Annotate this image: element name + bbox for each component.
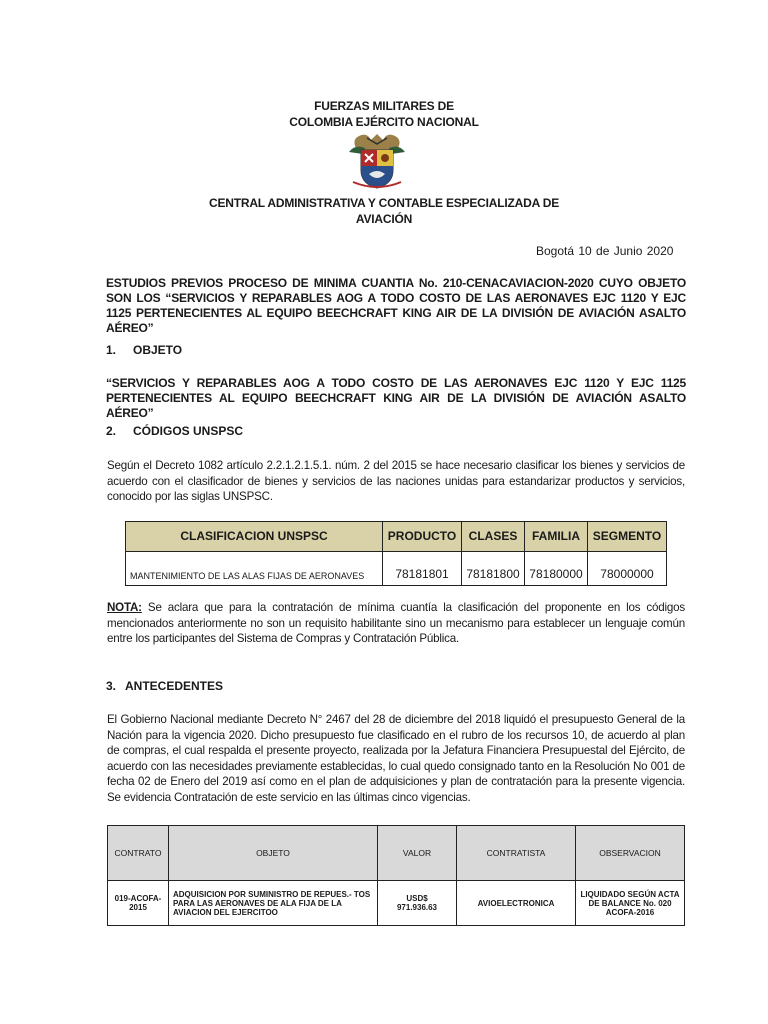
section2-number: 2. [106, 424, 117, 438]
valor-amount: 971.936.63 [396, 903, 438, 912]
unit-name-line1: CENTRAL ADMINISTRATIVA Y CONTABLE ESPECIALIZADA DE [208, 196, 559, 210]
table-row [126, 552, 667, 586]
section3-number: 3. [106, 679, 117, 693]
table-cell: 019-ACOFA-2015 [108, 881, 169, 926]
section2-text: Según el Decreto 1082 artículo 2.2.1.2.1.5.1. núm. 2 del 2015 se hace necesario clasificar los bienes y servicios de acuerdo con el clasificador de bienes y servicios de las naciones unidas para estandarizar productos y servicios, conocido por las siglas UNSPSC. [107, 459, 685, 503]
table-header-cell: OBJETO [169, 826, 378, 881]
org-name-line1: FUERZAS MILITARES DE [314, 99, 454, 113]
table-cell: AVIOELECTRONICA [457, 881, 576, 926]
table-header-cell: VALOR [378, 826, 457, 881]
army-crest-icon [347, 130, 407, 192]
table-header-cell: SEGMENTO [587, 522, 666, 552]
nota-label: NOTA: [107, 601, 142, 614]
unit-name-line2: AVIACIÓN [355, 212, 413, 226]
section3-title: ANTECEDENTES [125, 679, 224, 693]
table-header-cell: CONTRATISTA [457, 826, 576, 881]
table-header-row [108, 826, 685, 881]
table-cell [378, 881, 457, 926]
section1-text: “SERVICIOS Y REPARABLES AOG A TODO COSTO DE LAS AERONAVES EJC 1120 Y EJC 1125 PERTENECIENTES AL EQUIPO BEECHCRAFT KING AIR DE LA DIVISIÓN DE AVIACIÓN ASALTO AÉREO” [106, 376, 686, 420]
table-cell: LIQUIDADO SEGÚN ACTA DE BALANCE No. 020 ACOFA-2016 [576, 881, 685, 926]
table-cell: MANTENIMIENTO DE LAS ALAS FIJAS DE AERONAVES [126, 552, 383, 586]
unspsc-table [125, 521, 667, 586]
section2-title: CÓDIGOS UNSPSC [133, 424, 244, 438]
antecedentes-table [107, 825, 685, 926]
table-header-cell: PRODUCTO [383, 522, 462, 552]
valor-currency: USD$ [406, 894, 428, 903]
table-cell: ADQUISICION POR SUMINISTRO DE REPUES.- TOS PARA LAS AERONAVES DE ALA FIJA DE LA AVIACION DEL EJERCITOO [169, 881, 378, 926]
nota-paragraph [107, 600, 685, 647]
section1-number: 1. [106, 343, 117, 357]
table-header-cell: FAMILIA [525, 522, 588, 552]
table-header-cell: CONTRATO [108, 826, 169, 881]
table-cell: 78180000 [525, 552, 588, 586]
table-cell: 78181800 [462, 552, 525, 586]
section3-text: El Gobierno Nacional mediante Decreto N° 2467 del 28 de diciembre del 2018 liquidó el presupuesto General de la Nación para la vigencia 2020. Dicho presupuesto fue clasificado en el rubro de los recursos 10, de acuerdo al plan de compras, el cual respalda el presente proyecto, realizada por la Jefatura Financiera Presupuestal del Ejército, de acuerdo con las necesidades previamente establecidas, lo cual quedo consignado tanto en la Resolución No 001 de fecha 02 de Enero del 2019 así como en el plan de adquisiciones y plan de contratación para la presente vigencia. Se evidencia Contratación de este servicio en las últimas cinco vigencias. [107, 713, 685, 804]
table-header-row [126, 522, 667, 552]
nota-text: Se aclara que para la contratación de mínima cuantía la clasificación del proponente en los códigos mencionados anteriormente no son un requisito habilitante sino un mecanismo para establecer un lenguaje común entre los participantes del Sistema de Compras y Contratación Pública. [107, 601, 685, 645]
document-date: Bogotá 10 de Junio 2020 [536, 244, 674, 258]
table-row [108, 881, 685, 926]
table-header-cell: CLASES [462, 522, 525, 552]
org-name-line2: COLOMBIA EJÉRCITO NACIONAL [289, 115, 479, 129]
document-title: ESTUDIOS PREVIOS PROCESO DE MINIMA CUANTIA No. 210-CENACAVIACION-2020 CUYO OBJETO SON LOS “SERVICIOS Y REPARABLES AOG A TODO COSTO DE LAS AERONAVES EJC 1120 Y EJC 1125 PERTENECIENTES AL EQUIPO BEECHCRAFT KING AIR DE LA DIVISIÓN DE AVIACIÓN ASALTO AÉREO” [106, 276, 686, 335]
table-cell: 78000000 [587, 552, 666, 586]
section1-title: OBJETO [133, 343, 183, 357]
table-cell: 78181801 [383, 552, 462, 586]
table-header-cell: CLASIFICACION UNSPSC [126, 522, 383, 552]
table-header-cell: OBSERVACION [576, 826, 685, 881]
